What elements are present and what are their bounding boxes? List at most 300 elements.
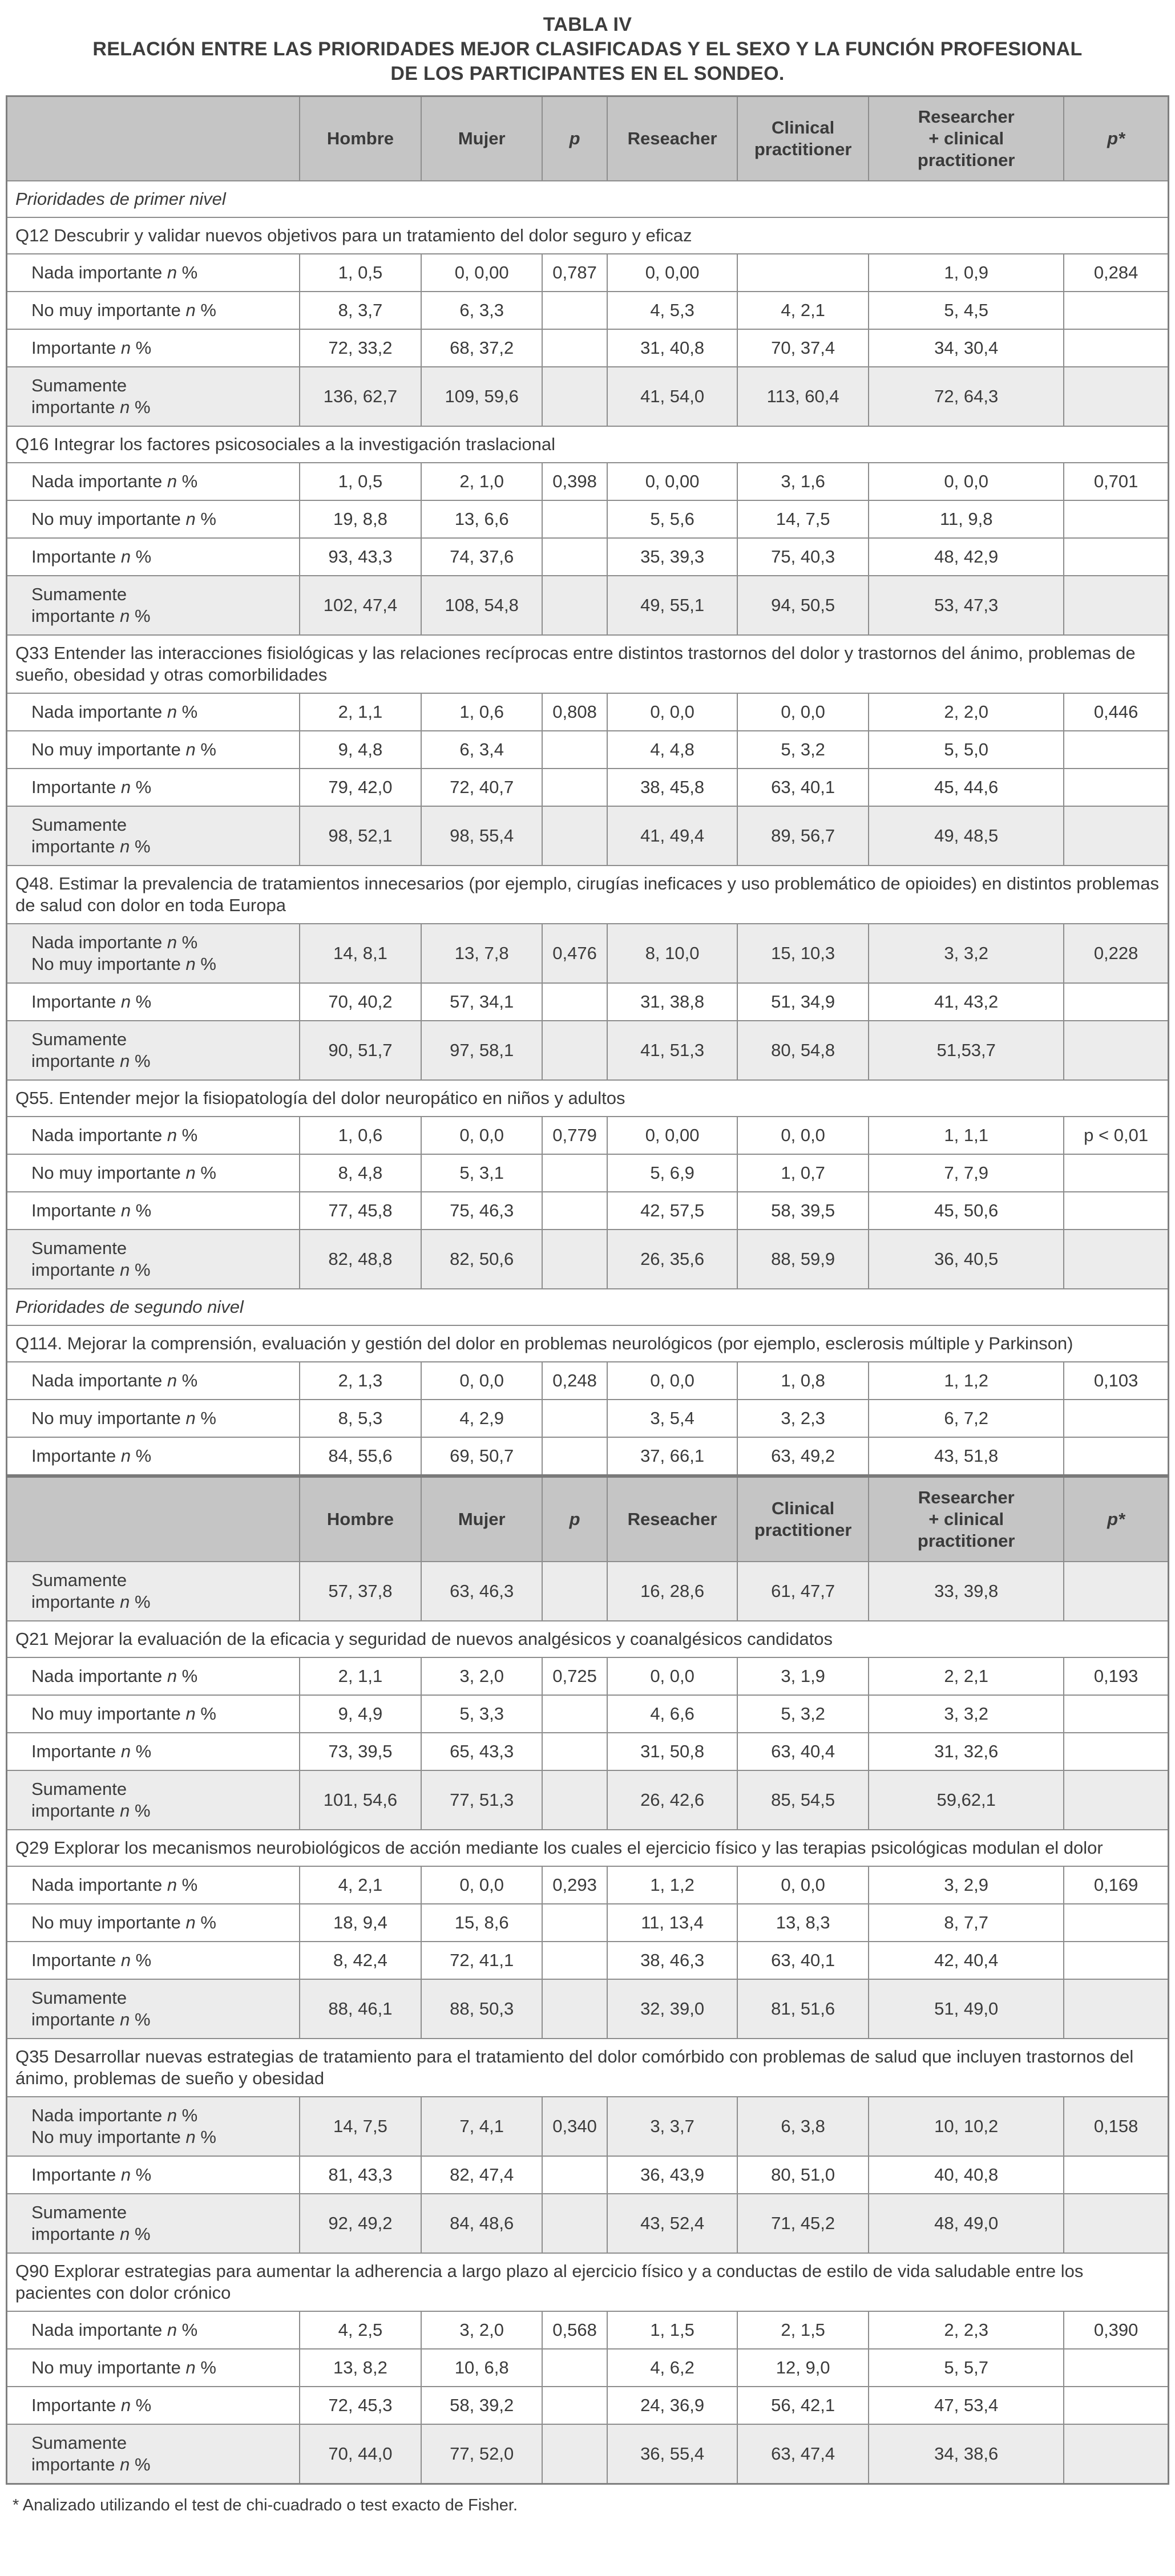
value-cell: 3, 2,0 (421, 2311, 542, 2349)
value-cell: 4, 6,2 (607, 2349, 737, 2387)
value-cell: 72, 33,2 (300, 329, 422, 367)
value-cell: 0, 0,0 (421, 1866, 542, 1904)
value-cell: 57, 37,8 (300, 1562, 422, 1621)
value-cell (542, 731, 607, 769)
value-cell: 63, 47,4 (737, 2424, 869, 2484)
value-cell: 15, 10,3 (737, 924, 869, 983)
value-cell: 2, 2,1 (869, 1657, 1064, 1695)
value-cell (542, 329, 607, 367)
question-row (7, 866, 1169, 924)
table-row (7, 1021, 1169, 1080)
value-cell: 0,340 (542, 2097, 607, 2156)
value-cell: 49, 55,1 (607, 576, 737, 635)
value-cell: 92, 49,2 (300, 2194, 422, 2253)
value-cell (1064, 1942, 1168, 1979)
value-cell: 3, 3,2 (869, 924, 1064, 983)
value-cell: 31, 38,8 (607, 983, 737, 1021)
column-header: Mujer (421, 1476, 542, 1562)
value-cell: 109, 59,6 (421, 367, 542, 426)
value-cell: 8, 3,7 (300, 292, 422, 329)
value-cell: 6, 3,8 (737, 2097, 869, 2156)
value-cell: 84, 55,6 (300, 1437, 422, 1476)
value-cell: 82, 50,6 (421, 1230, 542, 1289)
value-cell (737, 254, 869, 292)
value-cell: 102, 47,4 (300, 576, 422, 635)
column-header: Hombre (300, 96, 422, 181)
value-cell: 41, 49,4 (607, 806, 737, 866)
value-cell: 1, 0,5 (300, 254, 422, 292)
value-cell: 5, 5,7 (869, 2349, 1064, 2387)
value-cell: 89, 56,7 (737, 806, 869, 866)
row-label-cell: Importante n % (7, 1437, 300, 1476)
value-cell (542, 1400, 607, 1437)
table-row (7, 329, 1169, 367)
value-cell: 0, 0,00 (607, 1117, 737, 1154)
value-cell (542, 1733, 607, 1770)
value-cell: 0, 0,0 (421, 1362, 542, 1400)
table-row (7, 367, 1169, 426)
row-label-cell: Sumamente importante n % (7, 2424, 300, 2484)
header-row (7, 96, 1169, 181)
value-cell: 38, 46,3 (607, 1942, 737, 1979)
row-label-cell: Sumamente importante n % (7, 1230, 300, 1289)
value-cell: 0,787 (542, 254, 607, 292)
value-cell: 72, 41,1 (421, 1942, 542, 1979)
table-row (7, 2349, 1169, 2387)
value-cell (1064, 1770, 1168, 1830)
row-label-cell: Importante n % (7, 1192, 300, 1230)
table-body (7, 96, 1169, 2484)
value-cell: 0,284 (1064, 254, 1168, 292)
table-row (7, 693, 1169, 731)
value-cell: 36, 55,4 (607, 2424, 737, 2484)
table-row (7, 1437, 1169, 1476)
value-cell: 88, 59,9 (737, 1230, 869, 1289)
row-label-cell: Nada importante n % No muy importante n % (7, 2097, 300, 2156)
table-row (7, 2097, 1169, 2156)
value-cell (542, 1562, 607, 1621)
value-cell: 94, 50,5 (737, 576, 869, 635)
row-label-cell: No muy importante n % (7, 731, 300, 769)
value-cell: 0, 0,0 (737, 1117, 869, 1154)
table-row (7, 2387, 1169, 2424)
value-cell: 5, 6,9 (607, 1154, 737, 1192)
value-cell: 0, 0,0 (607, 1657, 737, 1695)
value-cell: 0,293 (542, 1866, 607, 1904)
value-cell: 3, 2,3 (737, 1400, 869, 1437)
column-header: Researcher + clinical practitioner (869, 96, 1064, 181)
row-label-cell: No muy importante n % (7, 2349, 300, 2387)
row-label-cell: No muy importante n % (7, 292, 300, 329)
value-cell: 8, 10,0 (607, 924, 737, 983)
value-cell: 0, 0,0 (607, 1362, 737, 1400)
value-cell: 13, 7,8 (421, 924, 542, 983)
section-row (7, 181, 1169, 217)
value-cell: 0, 0,0 (869, 463, 1064, 500)
value-cell: 5, 3,2 (737, 731, 869, 769)
value-cell: 0, 0,0 (737, 693, 869, 731)
table-caption-line1: RELACIÓN ENTRE LAS PRIORIDADES MEJOR CLASIFICADAS Y EL SEXO Y LA FUNCIÓN PROFESIONAL (92, 38, 1083, 60)
value-cell: 2, 1,3 (300, 1362, 422, 1400)
table-title-block (6, 13, 1169, 86)
table-row (7, 1695, 1169, 1733)
value-cell: 84, 48,6 (421, 2194, 542, 2253)
value-cell: 4, 5,3 (607, 292, 737, 329)
value-cell: 5, 3,3 (421, 1695, 542, 1733)
row-label-cell: No muy importante n % (7, 1904, 300, 1942)
value-cell: 0, 0,00 (421, 254, 542, 292)
value-cell: 82, 48,8 (300, 1230, 422, 1289)
value-cell: 73, 39,5 (300, 1733, 422, 1770)
column-header: p* (1064, 1476, 1168, 1562)
value-cell (1064, 1979, 1168, 2039)
value-cell (542, 769, 607, 806)
question-text-cell: Q21 Mejorar la evaluación de la eficacia y seguridad de nuevos analgésicos y coanalgésicos candidatos (7, 1621, 1169, 1657)
value-cell: 70, 44,0 (300, 2424, 422, 2484)
value-cell (1064, 1400, 1168, 1437)
value-cell: 6, 7,2 (869, 1400, 1064, 1437)
value-cell: 63, 40,4 (737, 1733, 869, 1770)
value-cell: 59,62,1 (869, 1770, 1064, 1830)
value-cell: 43, 52,4 (607, 2194, 737, 2253)
value-cell: 98, 55,4 (421, 806, 542, 866)
value-cell: 13, 6,6 (421, 500, 542, 538)
value-cell: 5, 5,0 (869, 731, 1064, 769)
value-cell: 12, 9,0 (737, 2349, 869, 2387)
value-cell: 42, 57,5 (607, 1192, 737, 1230)
value-cell (542, 2349, 607, 2387)
question-text-cell: Q16 Integrar los factores psicosociales a la investigación traslacional (7, 426, 1169, 463)
value-cell: 16, 28,6 (607, 1562, 737, 1621)
value-cell (542, 1154, 607, 1192)
column-header: Mujer (421, 96, 542, 181)
value-cell: 8, 4,8 (300, 1154, 422, 1192)
value-cell: 0,228 (1064, 924, 1168, 983)
table-row (7, 254, 1169, 292)
value-cell (1064, 1154, 1168, 1192)
value-cell: 72, 64,3 (869, 367, 1064, 426)
value-cell: 19, 8,8 (300, 500, 422, 538)
value-cell: 31, 50,8 (607, 1733, 737, 1770)
value-cell: 3, 1,6 (737, 463, 869, 500)
value-cell: 10, 10,2 (869, 2097, 1064, 2156)
question-text-cell: Q29 Explorar los mecanismos neurobiológicos de acción mediante los cuales el ejercicio físico y las terapias psicológicas modulan el dolor (7, 1830, 1169, 1866)
value-cell: 81, 51,6 (737, 1979, 869, 2039)
column-header: Clinical practitioner (737, 1476, 869, 1562)
row-label-cell: Nada importante n % (7, 1866, 300, 1904)
value-cell: 108, 54,8 (421, 576, 542, 635)
row-label-cell: Importante n % (7, 2387, 300, 2424)
value-cell: 40, 40,8 (869, 2156, 1064, 2194)
row-label-cell: Sumamente importante n % (7, 806, 300, 866)
value-cell: 7, 7,9 (869, 1154, 1064, 1192)
table-row (7, 924, 1169, 983)
value-cell: 0,446 (1064, 693, 1168, 731)
table-row (7, 1733, 1169, 1770)
value-cell (1064, 1695, 1168, 1733)
value-cell: 88, 50,3 (421, 1979, 542, 2039)
column-header: Reseacher (607, 1476, 737, 1562)
value-cell: 26, 42,6 (607, 1770, 737, 1830)
value-cell: 82, 47,4 (421, 2156, 542, 2194)
value-cell: 24, 36,9 (607, 2387, 737, 2424)
table-row (7, 1154, 1169, 1192)
row-label-cell: Sumamente importante n % (7, 1021, 300, 1080)
value-cell: 11, 13,4 (607, 1904, 737, 1942)
value-cell: 3, 5,4 (607, 1400, 737, 1437)
question-row (7, 1080, 1169, 1117)
value-cell: 81, 43,3 (300, 2156, 422, 2194)
value-cell: 8, 7,7 (869, 1904, 1064, 1942)
section-title-cell: Prioridades de primer nivel (7, 181, 1169, 217)
value-cell: 1, 0,5 (300, 463, 422, 500)
value-cell (1064, 1733, 1168, 1770)
value-cell: 51,53,7 (869, 1021, 1064, 1080)
value-cell: 77, 45,8 (300, 1192, 422, 1230)
value-cell: 0, 0,00 (607, 463, 737, 500)
section-title-cell: Prioridades de segundo nivel (7, 1289, 1169, 1325)
value-cell: 34, 30,4 (869, 329, 1064, 367)
priorities-table (6, 95, 1169, 2485)
column-header: Hombre (300, 1476, 422, 1562)
value-cell: 80, 54,8 (737, 1021, 869, 1080)
value-cell (1064, 1562, 1168, 1621)
value-cell: 0,193 (1064, 1657, 1168, 1695)
value-cell: 0,476 (542, 924, 607, 983)
value-cell (1064, 2387, 1168, 2424)
value-cell: 101, 54,6 (300, 1770, 422, 1830)
value-cell: 9, 4,9 (300, 1695, 422, 1733)
value-cell: 43, 51,8 (869, 1437, 1064, 1476)
table-row (7, 769, 1169, 806)
value-cell: 31, 32,6 (869, 1733, 1064, 1770)
value-cell (542, 1904, 607, 1942)
row-label-cell: Nada importante n % (7, 1117, 300, 1154)
value-cell: 0,779 (542, 1117, 607, 1154)
value-cell: 0, 0,0 (737, 1866, 869, 1904)
value-cell: 2, 2,3 (869, 2311, 1064, 2349)
value-cell: 1, 1,2 (607, 1866, 737, 1904)
value-cell: 93, 43,3 (300, 538, 422, 576)
table-row (7, 1979, 1169, 2039)
value-cell: 14, 7,5 (300, 2097, 422, 2156)
row-label-cell: No muy importante n % (7, 1400, 300, 1437)
table-caption-line2: DE LOS PARTICIPANTES EN EL SONDEO. (390, 63, 785, 84)
value-cell: 68, 37,2 (421, 329, 542, 367)
row-label-cell: Sumamente importante n % (7, 1562, 300, 1621)
value-cell (542, 576, 607, 635)
question-row (7, 2253, 1169, 2311)
question-text-cell: Q90 Explorar estrategias para aumentar la adherencia a largo plazo al ejercicio físico y a conductas de estilo de vida saludable entre los pacientes con dolor crónico (7, 2253, 1169, 2311)
question-row (7, 1621, 1169, 1657)
question-row (7, 1830, 1169, 1866)
value-cell: 36, 43,9 (607, 2156, 737, 2194)
value-cell: p < 0,01 (1064, 1117, 1168, 1154)
row-label-cell: Nada importante n % (7, 1362, 300, 1400)
value-cell: 90, 51,7 (300, 1021, 422, 1080)
value-cell: 136, 62,7 (300, 367, 422, 426)
value-cell: 3, 2,0 (421, 1657, 542, 1695)
value-cell (542, 367, 607, 426)
value-cell: 85, 54,5 (737, 1770, 869, 1830)
table-row (7, 1562, 1169, 1621)
table-row (7, 500, 1169, 538)
column-header: p (542, 1476, 607, 1562)
question-row (7, 2039, 1169, 2097)
value-cell: 0,248 (542, 1362, 607, 1400)
value-cell (1064, 731, 1168, 769)
value-cell (1064, 500, 1168, 538)
table-row (7, 731, 1169, 769)
value-cell: 1, 0,8 (737, 1362, 869, 1400)
value-cell (542, 1021, 607, 1080)
table-number: TABLA IV (543, 14, 632, 35)
value-cell: 13, 8,2 (300, 2349, 422, 2387)
row-label-cell: Sumamente importante n % (7, 576, 300, 635)
value-cell: 0,808 (542, 693, 607, 731)
value-cell (1064, 983, 1168, 1021)
value-cell (1064, 1437, 1168, 1476)
value-cell: 45, 50,6 (869, 1192, 1064, 1230)
value-cell: 42, 40,4 (869, 1942, 1064, 1979)
value-cell: 4, 2,5 (300, 2311, 422, 2349)
value-cell (542, 983, 607, 1021)
column-header: Reseacher (607, 96, 737, 181)
value-cell: 5, 3,2 (737, 1695, 869, 1733)
question-row (7, 426, 1169, 463)
value-cell: 4, 6,6 (607, 1695, 737, 1733)
table-row (7, 292, 1169, 329)
row-label-cell: Importante n % (7, 329, 300, 367)
table-row (7, 576, 1169, 635)
value-cell: 0,725 (542, 1657, 607, 1695)
value-cell: 34, 38,6 (869, 2424, 1064, 2484)
value-cell: 0, 0,0 (421, 1117, 542, 1154)
question-row (7, 1325, 1169, 1362)
value-cell: 13, 8,3 (737, 1904, 869, 1942)
value-cell: 2, 1,1 (300, 1657, 422, 1695)
value-cell: 41, 51,3 (607, 1021, 737, 1080)
value-cell: 32, 39,0 (607, 1979, 737, 2039)
table-footnote: * Analizado utilizando el test de chi-cuadrado o test exacto de Fisher. (13, 2496, 518, 2514)
value-cell (1064, 367, 1168, 426)
value-cell (1064, 2349, 1168, 2387)
table-row (7, 1657, 1169, 1695)
row-label-cell: Nada importante n % (7, 1657, 300, 1695)
column-header: Clinical practitioner (737, 96, 869, 181)
value-cell: 1, 1,5 (607, 2311, 737, 2349)
table-row (7, 1192, 1169, 1230)
value-cell: 31, 40,8 (607, 329, 737, 367)
value-cell: 0,390 (1064, 2311, 1168, 2349)
value-cell: 37, 66,1 (607, 1437, 737, 1476)
value-cell: 41, 43,2 (869, 983, 1064, 1021)
value-cell: 58, 39,5 (737, 1192, 869, 1230)
value-cell: 8, 5,3 (300, 1400, 422, 1437)
table-row (7, 1904, 1169, 1942)
value-cell: 88, 46,1 (300, 1979, 422, 2039)
value-cell: 113, 60,4 (737, 367, 869, 426)
value-cell (542, 1192, 607, 1230)
row-label-cell: Importante n % (7, 2156, 300, 2194)
value-cell: 26, 35,6 (607, 1230, 737, 1289)
value-cell: 0,568 (542, 2311, 607, 2349)
value-cell: 75, 46,3 (421, 1192, 542, 1230)
value-cell: 3, 3,7 (607, 2097, 737, 2156)
value-cell: 49, 48,5 (869, 806, 1064, 866)
row-label-cell: Sumamente importante n % (7, 2194, 300, 2253)
value-cell: 71, 45,2 (737, 2194, 869, 2253)
table-row (7, 2424, 1169, 2484)
table-row (7, 1942, 1169, 1979)
value-cell (542, 806, 607, 866)
value-cell (542, 2194, 607, 2253)
table-row (7, 2156, 1169, 2194)
value-cell: 41, 54,0 (607, 367, 737, 426)
value-cell (542, 1695, 607, 1733)
value-cell: 77, 52,0 (421, 2424, 542, 2484)
value-cell: 48, 42,9 (869, 538, 1064, 576)
row-label-cell: Nada importante n % (7, 2311, 300, 2349)
value-cell: 48, 49,0 (869, 2194, 1064, 2253)
section-row (7, 1289, 1169, 1325)
value-cell: 3, 3,2 (869, 1695, 1064, 1733)
value-cell: 33, 39,8 (869, 1562, 1064, 1621)
value-cell (1064, 292, 1168, 329)
value-cell: 57, 34,1 (421, 983, 542, 1021)
value-cell: 77, 51,3 (421, 1770, 542, 1830)
value-cell: 47, 53,4 (869, 2387, 1064, 2424)
row-label-cell: Nada importante n % (7, 463, 300, 500)
value-cell: 11, 9,8 (869, 500, 1064, 538)
value-cell: 8, 42,4 (300, 1942, 422, 1979)
value-cell: 53, 47,3 (869, 576, 1064, 635)
column-header: p (542, 96, 607, 181)
table-row (7, 1362, 1169, 1400)
value-cell (542, 1979, 607, 2039)
value-cell (1064, 1021, 1168, 1080)
value-cell: 69, 50,7 (421, 1437, 542, 1476)
value-cell: 51, 49,0 (869, 1979, 1064, 2039)
row-label-cell: Sumamente importante n % (7, 367, 300, 426)
value-cell: 0,169 (1064, 1866, 1168, 1904)
value-cell: 15, 8,6 (421, 1904, 542, 1942)
value-cell: 6, 3,3 (421, 292, 542, 329)
value-cell: 0, 0,00 (607, 254, 737, 292)
value-cell: 4, 2,1 (300, 1866, 422, 1904)
table-row (7, 538, 1169, 576)
table-row (7, 1230, 1169, 1289)
value-cell (542, 1230, 607, 1289)
row-label-cell: No muy importante n % (7, 1154, 300, 1192)
value-cell: 38, 45,8 (607, 769, 737, 806)
value-cell: 63, 40,1 (737, 769, 869, 806)
value-cell (1064, 576, 1168, 635)
row-label-cell: Sumamente importante n % (7, 1770, 300, 1830)
value-cell: 56, 42,1 (737, 2387, 869, 2424)
value-cell: 1, 0,6 (421, 693, 542, 731)
value-cell: 75, 40,3 (737, 538, 869, 576)
value-cell: 1, 1,2 (869, 1362, 1064, 1400)
value-cell: 36, 40,5 (869, 1230, 1064, 1289)
value-cell: 0, 0,0 (607, 693, 737, 731)
value-cell: 74, 37,6 (421, 538, 542, 576)
value-cell: 72, 45,3 (300, 2387, 422, 2424)
column-header (7, 96, 300, 181)
row-label-cell: Importante n % (7, 769, 300, 806)
value-cell (542, 500, 607, 538)
question-row (7, 217, 1169, 254)
